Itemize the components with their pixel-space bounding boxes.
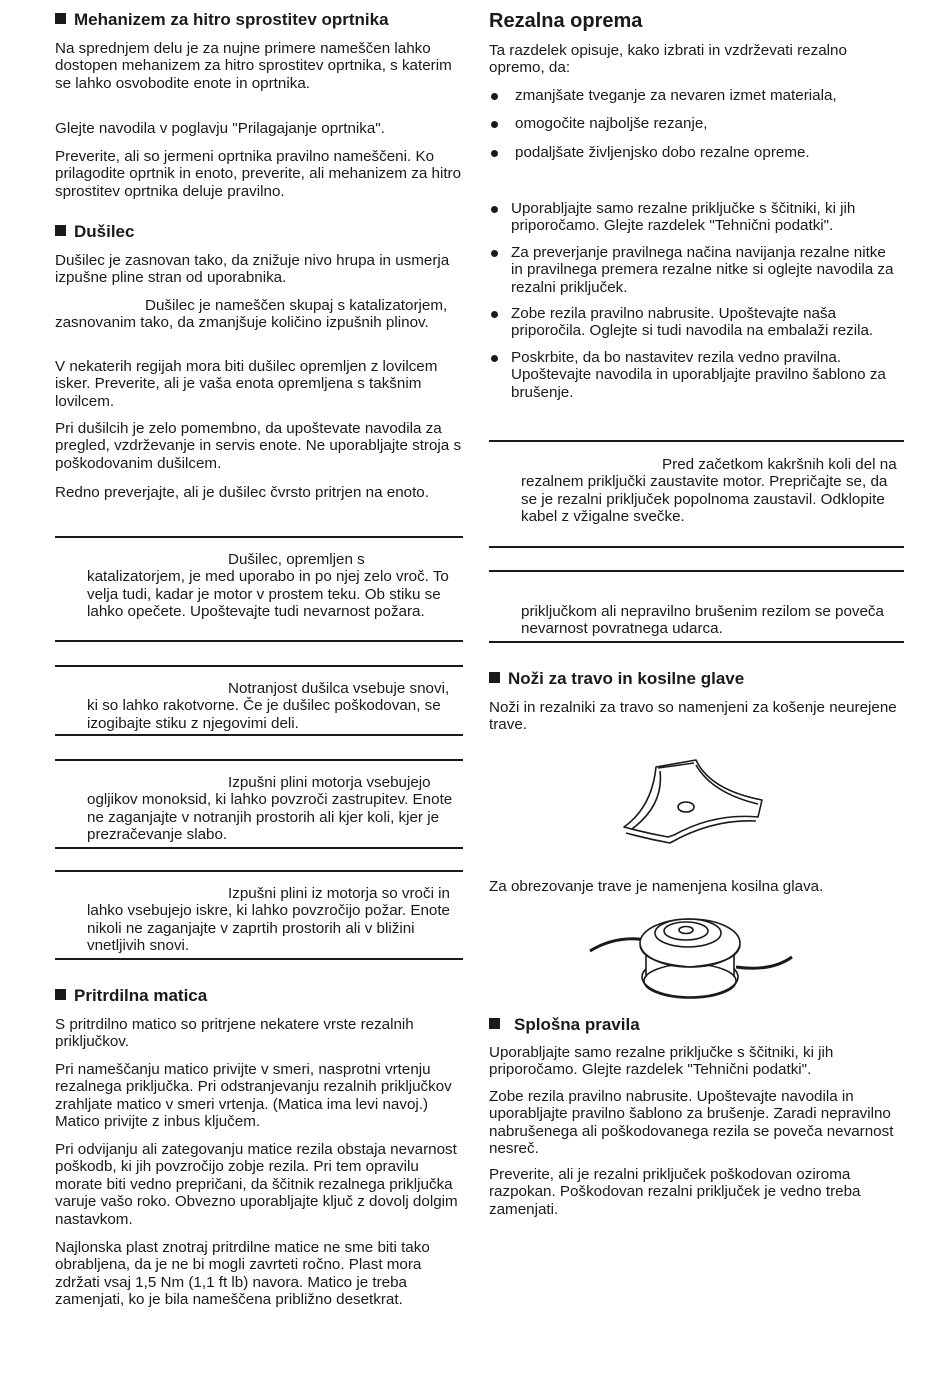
- paragraph: Dušilec je nameščen skupaj s katalizatorjem, zasnovanim tako, da zmanjšuje količino izpušnih plinov.: [55, 297, 448, 332]
- paragraph: V nekaterih regijah mora biti dušilec opremljen z lovilcem isker. Preverite, ali je vaša enota opremljena s takšnim lovilcem.: [55, 358, 438, 410]
- warning-text: Izpušni plini iz motorja so vroči in lahko vsebujejo iskre, ki lahko povzročijo požar. Enote nikoli ne zaganjajte v zaprtih prostorih ali v bližini vnetljivih snovi.: [87, 885, 451, 955]
- square-bullet-icon: [489, 1018, 500, 1029]
- section-heading: Pritrdilna matica: [55, 986, 463, 1006]
- square-bullet-icon: [55, 225, 66, 236]
- section-heading: Noži za travo in kosilne glave: [489, 669, 899, 689]
- warning-box: [55, 759, 463, 849]
- warning-text: Dušilec, opremljen s katalizatorjem, je med uporabo in po njej zelo vroč. To velja tudi, kadar je motor v prostem teku. Ob stiku se lahko opečete. Upoštevajte tudi nevarnost požara.: [87, 551, 449, 621]
- goals-list: [489, 87, 899, 172]
- warning-box: [55, 665, 463, 736]
- list-item: Zobe rezila pravilno nabrusite. Upoštevajte naša priporočila. Oglejte si tudi navodila na embalaži rezila.: [489, 305, 899, 340]
- paragraph: Zobe rezila pravilno nabrusite. Upoštevajte navodila in uporabljajte pravilno šablono za brušenje. Zaradi nepravilno nabrušenega ali poškodovanega rezila se poveča nevarnost nesreč.: [489, 1088, 894, 1158]
- section-heading: Splošna pravila: [489, 1015, 899, 1035]
- paragraph: Najlonska plast znotraj pritrdilne matice ne sme biti tako obrabljena, da je ne bi mogli zavrteti ročno. Plast mora zdržati vsaj 1,5 Nm (1,1 ft lb) navora. Matico je treba zamenjati, ko je bila nameščena približno desetkrat.: [55, 1239, 430, 1309]
- list-item: zmanjšate tveganje za nevaren izmet materiala,: [489, 87, 899, 104]
- section-muffler: [55, 222, 463, 242]
- paragraph: S pritrdilno matico so pritrjene nekatere vrste rezalnih priključkov.: [55, 1016, 414, 1051]
- section-blades: [489, 669, 899, 689]
- warning-box: [489, 440, 904, 548]
- grass-blade-illustration: [614, 755, 774, 850]
- paragraph: Pri nameščanju matico privijte v smeri, nasprotni vrtenju rezalnega priključka. Pri odstranjevanju rezalnih priključkov zrahljate matico v smeri vrtenja. (Matica ima levi navoj.) Matico privijte z inbus ključem.: [55, 1061, 452, 1131]
- bullet-icon: [491, 121, 498, 128]
- section-nut: [55, 986, 463, 1006]
- square-bullet-icon: [55, 989, 66, 1000]
- warning-box: [55, 870, 463, 960]
- paragraph: Na sprednjem delu je za nujne primere nameščen lahko dostopen mehanizem za hitro sprostitev oprtnika, s katerim se lahko osvobodite enote in oprtnika.: [55, 40, 452, 92]
- paragraph: Preverite, ali so jermeni oprtnika pravilno nameščeni. Ko prilagodite oprtnik in enoto, preverite, ali mehanizem za hitro sprostitev oprtnika deluje pravilno.: [55, 148, 462, 200]
- square-bullet-icon: [489, 672, 500, 683]
- bullet-icon: [491, 250, 498, 257]
- section-heading: Dušilec: [55, 222, 463, 242]
- paragraph: Preverite, ali je rezalni priključek poškodovan oziroma razpokan. Poškodovan rezalni priključek je vedno treba zamenjati.: [489, 1166, 861, 1218]
- paragraph: Redno preverjajte, ali je dušilec čvrsto pritrjen na enoto.: [55, 484, 429, 501]
- warning-text: Izpušni plini motorja vsebujejo ogljikov monoksid, ki lahko povzroči zastrupitev. Enote ne zaganjajte v notranjih prostorih ali kjer koli, kjer je prezračevanje slabo.: [87, 774, 453, 844]
- list-item: Za preverjanje pravilnega načina navijanja rezalne nitke in pravilnega premera rezalne nitke si oglejte navodila za rezalni priključek.: [489, 244, 899, 296]
- paragraph: Pri dušilcih je zelo pomembno, da upoštevate navodila za pregled, vzdrževanje in servis enote. Ne uporabljajte stroja s poškodovanim dušilcem.: [55, 420, 462, 472]
- paragraph: Noži in rezalniki za travo so namenjeni za košenje neurejene trave.: [489, 699, 897, 734]
- paragraph: Dušilec je zasnovan tako, da znižuje nivo hrupa in usmerja izpušne pline stran od uporabnika.: [55, 252, 450, 287]
- paragraph: Za obrezovanje trave je namenjena kosilna glava.: [489, 878, 824, 895]
- trimmer-head-illustration: [586, 907, 796, 1002]
- bullet-icon: [491, 150, 498, 157]
- list-item: Poskrbite, da bo nastavitev rezila vedno pravilna. Upoštevajte navodila in uporabljajte pravilno šablono za brušenje.: [489, 349, 899, 401]
- bullet-icon: [491, 93, 498, 100]
- rules-list: [489, 200, 899, 410]
- warning-text: Pred začetkom kakršnih koli del na rezalnem priključki zaustavite motor. Prepričajte se, da se je rezalni priključek popolnoma zaustavil. Odklopite kabel z vžigalne svečke.: [521, 456, 897, 526]
- bullet-icon: [491, 355, 498, 362]
- section-general: [489, 1015, 899, 1035]
- section-heading: Mehanizem za hitro sprostitev oprtnika: [55, 10, 463, 30]
- warning-box: [55, 536, 463, 642]
- paragraph: Ta razdelek opisuje, kako izbrati in vzdrževati rezalno opremo, da:: [489, 42, 847, 77]
- warning-box: [489, 570, 904, 643]
- page-title: Rezalna oprema: [489, 10, 643, 32]
- list-item: podaljšate življenjsko dobo rezalne opreme.: [489, 144, 899, 161]
- bullet-icon: [491, 206, 498, 213]
- paragraph: Uporabljajte samo rezalne priključke s ščitniki, ki jih priporočamo. Glejte razdelek "Tehnični podatki".: [489, 1044, 834, 1079]
- list-item: omogočite najboljše rezanje,: [489, 115, 899, 132]
- warning-text: Notranjost dušilca vsebuje snovi, ki so lahko rakotvorne. Če je dušilec poškodovan, se izogibajte stiku z njegovimi deli.: [87, 680, 450, 732]
- section-quick-release: [55, 10, 463, 30]
- list-item: Uporabljajte samo rezalne priključke s ščitniki, ki jih priporočamo. Glejte razdelek "Tehnični podatki".: [489, 200, 899, 235]
- paragraph: Glejte navodila v poglavju "Prilagajanje oprtnika".: [55, 120, 385, 137]
- bullet-icon: [491, 311, 498, 318]
- square-bullet-icon: [55, 13, 66, 24]
- paragraph: Pri odvijanju ali zategovanju matice rezila obstaja nevarnost poškodb, ki jih povzročijo zobje rezila. Pri tem opravilu morate biti vedno prepričani, da ščitnik rezalnega priključka varuje vašo roko. Obvezno uporabljajte ključ z dovolj dolgim nastavkom.: [55, 1141, 458, 1228]
- warning-text: priključkom ali nepravilno brušenim rezilom se poveča nevarnost povratnega udarca.: [521, 603, 884, 638]
